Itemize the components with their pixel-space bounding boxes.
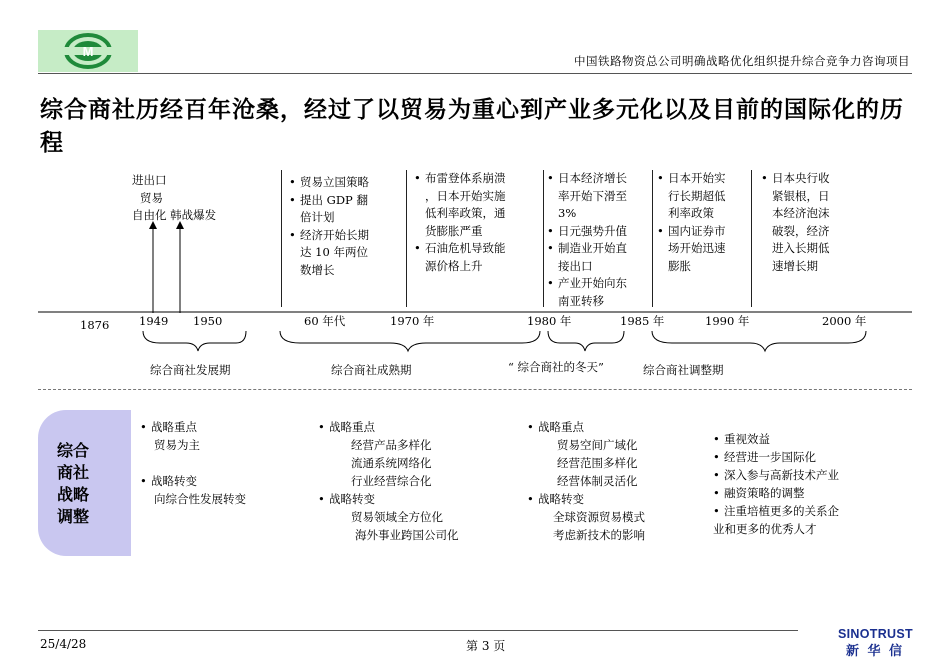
brand-logo-cn: 新 华 信 xyxy=(846,644,905,659)
strategy-bullet: • 注重培植更多的关系企 xyxy=(713,502,893,520)
strategy-heading: • 战略转变 xyxy=(527,490,697,508)
note-line: 速增长期 xyxy=(772,258,818,273)
side-label xyxy=(38,440,108,528)
strategy-line: 经营体制灵活化 xyxy=(557,474,638,488)
note-line: 接出口 xyxy=(558,258,593,273)
strategy-line: 全球资源贸易模式 xyxy=(553,510,645,524)
year-60s: 60 年代 xyxy=(304,314,346,328)
strategy-line: 经营范围多样化 xyxy=(557,456,638,470)
period-development: 综合商社发展期 xyxy=(150,363,231,377)
strategy-bullet: • 融资策略的调整 xyxy=(713,484,893,502)
strategy-heading: • 战略重点 xyxy=(140,418,300,436)
note-bullet: • 日本央行收 xyxy=(761,170,856,188)
note-line: 场开始迅速 xyxy=(668,241,726,255)
note-line: 行长期超低 xyxy=(668,188,726,203)
note-line: 进出口 xyxy=(132,173,167,187)
note-bullet: • 国内证券市 xyxy=(657,223,747,241)
slide-title: 综合商社历经百年沧桑，经过了以贸易为重心到产业多元化以及目前的国际化的历程 xyxy=(40,96,904,156)
strategy-line: 贸易空间广域化 xyxy=(557,438,638,452)
strategy-bullet: • 经营进一步国际化 xyxy=(713,448,893,466)
strategy-line: 业和更多的优秀人才 xyxy=(713,522,817,536)
note-line: 达 10 年两位 xyxy=(300,245,368,259)
svg-text:M: M xyxy=(82,44,94,59)
brand-logo-en: SINOTRUST xyxy=(838,627,913,641)
strategy-col-1 xyxy=(140,418,300,508)
strategy-heading: • 战略重点 xyxy=(318,418,498,436)
note-bullet: • 制造业开始直 xyxy=(547,240,649,258)
note-bullet: • 布雷登体系崩溃 xyxy=(414,170,539,188)
note-line: 进入长期低 xyxy=(772,241,830,255)
note-line: 紧银根，日 xyxy=(772,188,830,203)
year-1990: 1990 年 xyxy=(705,314,750,328)
strategy-line: 经营产品多样化 xyxy=(351,438,432,452)
note-line: 韩战爆发 xyxy=(170,208,217,222)
brace-development xyxy=(143,331,246,351)
year-1876: 1876 xyxy=(80,318,110,332)
period-adjustment: 综合商社调整期 xyxy=(643,363,724,377)
strategy-line: 海外事业跨国公司化 xyxy=(355,528,459,542)
note-line: 南亚转移 xyxy=(558,293,604,308)
period-winter: “ 综合商社的冬天” xyxy=(508,360,604,374)
note-line: 本经济泡沫 xyxy=(772,206,830,220)
note-bullet: • 产业开始向东 xyxy=(547,275,649,293)
section-divider xyxy=(38,389,912,390)
note-bullet: • 日本开始实 xyxy=(657,170,747,188)
page-number: 第 3 页 xyxy=(466,639,506,653)
note-bullet: • 提出 GDP 翻 xyxy=(289,192,397,210)
strategy-line: 贸易领域全方位化 xyxy=(351,510,443,524)
note-line: ，日本开始实施 xyxy=(425,188,506,203)
footer-date: 25/4/28 xyxy=(40,637,87,651)
brace-adjustment xyxy=(652,331,866,351)
period-mature: 综合商社成熟期 xyxy=(331,363,412,377)
strategy-line: 向综合性发展转变 xyxy=(154,492,246,506)
note-bullet: • 经济开始长期 xyxy=(289,227,397,245)
side-label-line: 调整 xyxy=(56,507,89,526)
strategy-col-2 xyxy=(318,418,498,544)
brace-winter xyxy=(548,331,624,351)
strategy-bullet: • 深入参与高新技术产业 xyxy=(713,466,893,484)
brace-mature xyxy=(280,331,540,351)
strategy-heading: • 战略转变 xyxy=(140,472,300,490)
year-1950: 1950 xyxy=(193,314,223,328)
side-label-line: 战略 xyxy=(56,485,89,504)
note-line: 率开始下滑至 xyxy=(558,188,627,203)
strategy-heading: • 战略转变 xyxy=(318,490,498,508)
header-title: 中国铁路物资总公司明确战略优化组织提升综合竞争力咨询项目 xyxy=(574,54,910,68)
note-line: 货膨胀严重 xyxy=(425,223,483,238)
note-line: 自由化 xyxy=(132,208,167,222)
strategy-col-4 xyxy=(713,430,893,538)
strategy-bullet: • 重视效益 xyxy=(713,430,893,448)
note-line: 数增长 xyxy=(300,262,335,277)
year-1980: 1980 年 xyxy=(527,314,572,328)
side-label-line: 综合 xyxy=(56,441,89,460)
footer-divider xyxy=(38,630,798,631)
note-bullet: • 日本经济增长 xyxy=(547,170,649,188)
strategy-line: 流通系统网络化 xyxy=(351,456,432,470)
strategy-col-3 xyxy=(527,418,697,544)
note-line: 倍计划 xyxy=(300,210,335,224)
note-line: 3% xyxy=(558,206,577,220)
note-line: 源价格上升 xyxy=(425,258,483,273)
year-1949: 1949 xyxy=(139,314,169,328)
year-2000: 2000 年 xyxy=(822,314,867,328)
note-line: 贸易 xyxy=(140,190,163,205)
note-line: 低利率政策，通 xyxy=(425,206,506,220)
strategy-line: 考虑新技术的影响 xyxy=(553,528,645,542)
year-1985: 1985 年 xyxy=(620,314,665,328)
strategy-heading: • 战略重点 xyxy=(527,418,697,436)
note-bullet: • 日元强势升值 xyxy=(547,223,649,241)
strategy-line: 贸易为主 xyxy=(154,438,200,452)
strategy-line: 行业经营综合化 xyxy=(351,474,432,488)
note-line: 破裂，经济 xyxy=(772,223,830,238)
note-line: 膨胀 xyxy=(668,258,691,273)
note-bullet: • 贸易立国策略 xyxy=(289,174,397,192)
note-bullet: • 石油危机导致能 xyxy=(414,240,539,258)
side-label-line: 商社 xyxy=(56,463,89,482)
year-1970: 1970 年 xyxy=(390,314,435,328)
note-line: 利率政策 xyxy=(668,206,714,220)
